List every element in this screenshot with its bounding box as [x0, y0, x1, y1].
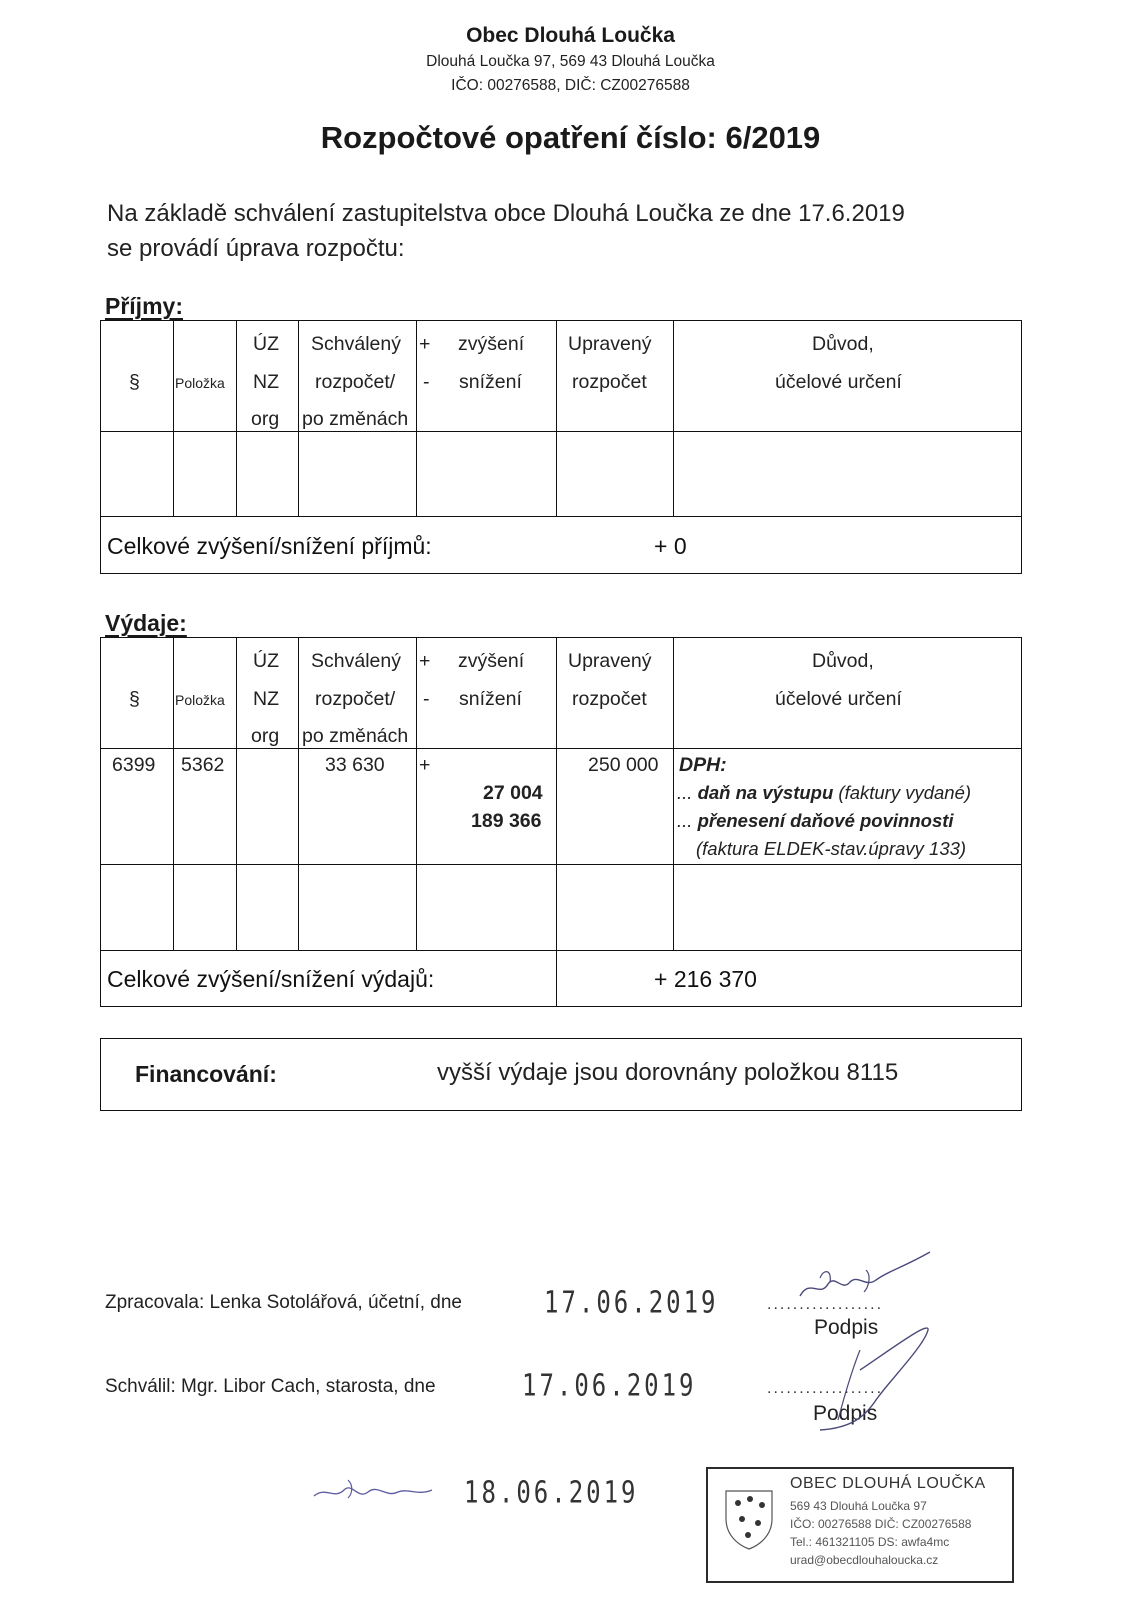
- signature-line-1: ..................: [767, 1296, 884, 1313]
- col-upraveny: Upravený: [568, 333, 652, 355]
- financovani-text: vyšší výdaje jsou dorovnány položkou 8115: [437, 1059, 899, 1086]
- stamp-line-4: Tel.: 461321105 DS: awfa4mc: [790, 1535, 950, 1549]
- row-schvaleny: 33 630: [325, 754, 385, 776]
- col-plus: +: [419, 333, 431, 355]
- podpis-label-2: Podpis: [813, 1402, 878, 1425]
- prijmy-section-label: Příjmy:: [105, 293, 183, 319]
- col-nz: NZ: [253, 688, 279, 710]
- intro-line-2: se provádí úprava rozpočtu:: [107, 235, 405, 262]
- official-stamp: [706, 1467, 1014, 1583]
- zverejneno-handwriting: [308, 1470, 438, 1510]
- prijmy-total-value: + 0: [654, 533, 687, 559]
- col-polozka: Položka: [175, 692, 225, 708]
- vydaje-total-value: + 216 370: [654, 966, 757, 992]
- intro-line-1: Na základě schválení zastupitelstva obce Dlouhá Loučka ze dne 17.6.2019: [107, 200, 905, 227]
- schvalil-text: Schválil: Mgr. Libor Cach, starosta, dne: [105, 1376, 436, 1397]
- col-uz: ÚZ: [253, 650, 279, 672]
- col-paragraph: §: [129, 688, 140, 710]
- vydaje-section-label: Výdaje:: [105, 610, 187, 636]
- financovani-label: Financování:: [135, 1061, 277, 1087]
- zverejneno-date: 18.06.2019: [464, 1475, 639, 1510]
- document-title: Rozpočtové opatření číslo: 6/2019: [320, 120, 821, 155]
- row-duvod-title: DPH:: [679, 754, 727, 776]
- zpracovala-date: 17.06.2019: [544, 1285, 719, 1320]
- col-minus: -: [423, 371, 430, 393]
- organization-address: Dlouhá Loučka 97, 569 43 Dlouhá Loučka: [426, 53, 715, 70]
- col-po-zmenach: po změnách: [302, 408, 409, 430]
- row-polozka: 5362: [181, 754, 225, 776]
- col-duvod: Důvod,: [812, 333, 874, 355]
- row-change-2: 189 366: [471, 810, 542, 832]
- organization-name: Obec Dlouhá Loučka: [466, 24, 675, 47]
- col-uz: ÚZ: [253, 333, 279, 355]
- col-ucelove-urceni: účelové určení: [775, 688, 902, 710]
- zpracovala-text: Zpracovala: Lenka Sotolářová, účetní, dne: [105, 1292, 463, 1313]
- col-plus: +: [419, 650, 431, 672]
- col-duvod: Důvod,: [812, 650, 874, 672]
- podpis-label-1: Podpis: [814, 1316, 879, 1339]
- schvalil-date: 17.06.2019: [522, 1368, 697, 1403]
- prijmy-table: [100, 320, 1022, 574]
- col-minus: -: [423, 688, 430, 710]
- signature-scribble-1: [780, 1248, 940, 1308]
- organization-ids: IČO: 00276588, DIČ: CZ00276588: [451, 77, 690, 94]
- col-upraveny-rozpocet: rozpočet: [572, 688, 647, 710]
- row-change-1: 27 004: [483, 782, 543, 804]
- col-rozpocet: rozpočet/: [315, 371, 396, 393]
- prijmy-total-label: Celkové zvýšení/snížení příjmů:: [107, 533, 432, 559]
- col-ucelove-urceni: účelové určení: [775, 371, 902, 393]
- col-schvaleny: Schválený: [311, 333, 401, 355]
- stamp-line-2: 569 43 Dlouhá Loučka 97: [790, 1499, 927, 1513]
- row-paragraph: 6399: [112, 754, 156, 776]
- col-po-zmenach: po změnách: [302, 725, 409, 747]
- row-duvod-line-3: (faktura ELDEK-stav.úpravy 133): [696, 838, 967, 859]
- signature-line-2: ..................: [767, 1380, 884, 1397]
- stamp-line-3: IČO: 00276588 DIČ: CZ00276588: [790, 1517, 972, 1531]
- row-duvod-line-2: ... přenesení daňové povinnosti: [677, 810, 954, 831]
- financovani-box: [100, 1038, 1022, 1111]
- vydaje-table: [100, 637, 1022, 1007]
- col-snizeni: snížení: [459, 688, 522, 710]
- vydaje-total-label: Celkové zvýšení/snížení výdajů:: [107, 966, 435, 992]
- col-zvyseni: zvýšení: [458, 333, 525, 355]
- row-sign: +: [419, 754, 431, 776]
- col-org: org: [251, 725, 280, 747]
- col-upraveny-rozpocet: rozpočet: [572, 371, 647, 393]
- col-schvaleny: Schválený: [311, 650, 401, 672]
- col-paragraph: §: [129, 371, 140, 393]
- col-nz: NZ: [253, 371, 279, 393]
- coat-of-arms-icon: [714, 1483, 784, 1553]
- intro-text: [107, 196, 905, 266]
- col-zvyseni: zvýšení: [458, 650, 525, 672]
- signature-scribble-2: [790, 1310, 940, 1440]
- row-upraveny: 250 000: [588, 754, 659, 776]
- row-duvod-line-1: ... daň na výstupu (faktury vydané): [677, 782, 972, 803]
- stamp-line-5: urad@obecdlouhaloucka.cz: [790, 1553, 939, 1567]
- col-upraveny: Upravený: [568, 650, 652, 672]
- col-snizeni: snížení: [459, 371, 522, 393]
- stamp-line-1: OBEC DLOUHÁ LOUČKA: [790, 1475, 986, 1492]
- col-polozka: Položka: [175, 375, 225, 391]
- col-org: org: [251, 408, 280, 430]
- col-rozpocet: rozpočet/: [315, 688, 396, 710]
